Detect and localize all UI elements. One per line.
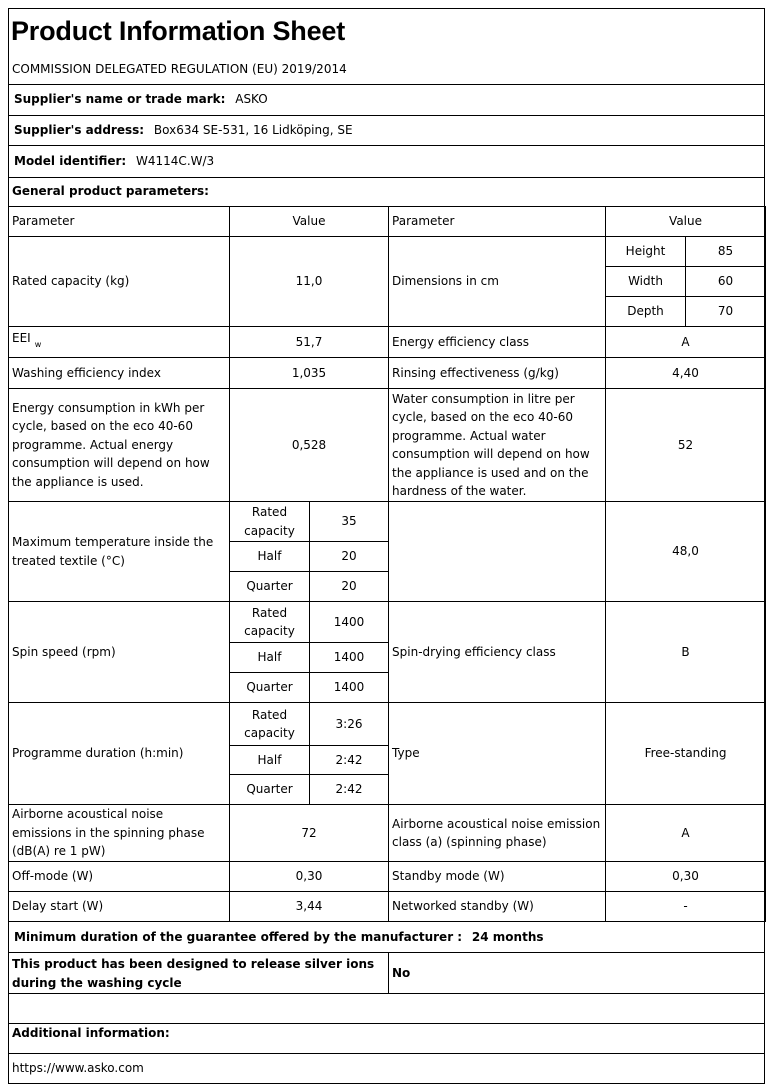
depth-value: 70	[686, 297, 766, 327]
dimensions-label: Dimensions in cm	[389, 237, 606, 327]
temp-quarter-label: Quarter	[230, 572, 310, 602]
column-header-parameter: Parameter	[9, 207, 230, 237]
energy-consumption-value: 0,528	[230, 389, 389, 502]
spin-class-label: Spin-drying efficiency class	[389, 602, 606, 703]
washing-index-value: 1,035	[230, 358, 389, 389]
eei-subscript: w	[34, 340, 42, 350]
moisture-label-cell	[389, 502, 606, 602]
column-header-value: Value	[230, 207, 389, 237]
spin-half-label: Half	[230, 643, 310, 673]
website-link[interactable]: https://www.asko.com	[12, 1061, 144, 1075]
type-value: Free-standing	[606, 703, 766, 805]
moisture-value: 48,0	[606, 502, 766, 602]
rated-capacity-value: 11,0	[230, 237, 389, 327]
noise-label: Airborne acoustical noise emissions in the spinning phase (dB(A) re 1 pW)	[9, 805, 230, 862]
dur-half-label: Half	[230, 746, 310, 775]
eei-value: 51,7	[230, 327, 389, 358]
model-identifier-value: W4114C.W/3	[136, 154, 215, 168]
height-value: 85	[686, 237, 766, 267]
rated-capacity-label: Rated capacity (kg)	[9, 237, 230, 327]
energy-class-label: Energy efficiency class	[389, 327, 606, 358]
standby-value: 0,30	[606, 862, 766, 892]
width-value: 60	[686, 267, 766, 297]
duration-label: Programme duration (h:min)	[9, 703, 230, 805]
networked-standby-label: Networked standby (W)	[389, 892, 606, 922]
dur-rated-capacity-label: Rated capacity	[230, 703, 310, 746]
spin-quarter-label: Quarter	[230, 673, 310, 703]
type-label: Type	[389, 703, 606, 805]
temp-rated-capacity-label: Rated capacity	[230, 502, 310, 542]
model-identifier	[14, 154, 214, 168]
standby-label: Standby mode (W)	[389, 862, 606, 892]
model-identifier-label: Model identifier:	[14, 154, 127, 168]
off-mode-label: Off-mode (W)	[9, 862, 230, 892]
noise-value: 72	[230, 805, 389, 862]
washing-index-label: Washing efficiency index	[9, 358, 230, 389]
energy-class-value: A	[606, 327, 766, 358]
supplier-address	[14, 123, 353, 137]
silver-ions-divider	[388, 952, 389, 994]
spin-rated-capacity-label: Rated capacity	[230, 602, 310, 643]
column-header-parameter-2: Parameter	[389, 207, 606, 237]
delay-start-label: Delay start (W)	[9, 892, 230, 922]
spin-rated-value: 1400	[310, 602, 389, 643]
max-temperature-label: Maximum temperature inside the treated textile (°C)	[9, 502, 230, 602]
regulation-reference: COMMISSION DELEGATED REGULATION (EU) 2019/2014	[12, 62, 347, 76]
networked-standby-value: -	[606, 892, 766, 922]
page-title: Product Information Sheet	[11, 16, 346, 46]
spin-half-value: 1400	[310, 643, 389, 673]
general-parameters-heading: General product parameters:	[12, 184, 209, 198]
temp-quarter-value: 20	[310, 572, 389, 602]
parameters-table	[8, 206, 766, 922]
column-header-value-2: Value	[606, 207, 766, 237]
dur-quarter-label: Quarter	[230, 775, 310, 805]
supplier-name-label: Supplier's name or trade mark:	[14, 92, 226, 106]
water-consumption-value: 52	[606, 389, 766, 502]
spin-quarter-value: 1400	[310, 673, 389, 703]
energy-consumption-label: Energy consumption in kWh per cycle, based on the eco 40-60 programme. Actual energy consumption will depend on how the appliance is used.	[9, 389, 230, 502]
spin-speed-label: Spin speed (rpm)	[9, 602, 230, 703]
dur-quarter-value: 2:42	[310, 775, 389, 805]
depth-label: Depth	[606, 297, 686, 327]
noise-class-value: A	[606, 805, 766, 862]
guarantee	[14, 930, 544, 944]
dur-rated-value: 3:26	[310, 703, 389, 746]
guarantee-value: 24 months	[471, 930, 544, 944]
off-mode-value: 0,30	[230, 862, 389, 892]
supplier-address-value: Box634 SE-531, 16 Lidköping, SE	[153, 123, 353, 137]
dur-half-value: 2:42	[310, 746, 389, 775]
water-consumption-label: Water consumption in litre per cycle, based on the eco 40-60 programme. Actual water consumption will depend on how the appliance is used and on the hardness of the water.	[389, 389, 606, 502]
height-label: Height	[606, 237, 686, 267]
silver-ions-value: No	[392, 966, 411, 980]
supplier-name	[14, 92, 268, 106]
spacer-row	[8, 993, 765, 1024]
delay-start-value: 3,44	[230, 892, 389, 922]
spin-class-value: B	[606, 602, 766, 703]
noise-class-label: Airborne acoustical noise emission class (a) (spinning phase)	[389, 805, 606, 862]
supplier-name-value: ASKO	[235, 92, 268, 106]
silver-ions-label: This product has been designed to release silver ions during the washing cycle	[12, 957, 375, 990]
temp-rated-value: 35	[310, 502, 389, 542]
rinsing-label: Rinsing effectiveness (g/kg)	[389, 358, 606, 389]
eei-label: EEI $_w$	[9, 327, 230, 358]
temp-half-value: 20	[310, 542, 389, 572]
supplier-address-label: Supplier's address:	[14, 123, 145, 137]
product-information-sheet	[8, 8, 765, 1084]
temp-half-label: Half	[230, 542, 310, 572]
additional-information-label: Additional information:	[12, 1026, 170, 1040]
width-label: Width	[606, 267, 686, 297]
guarantee-label: Minimum duration of the guarantee offered by the manufacturer :	[14, 930, 463, 944]
rinsing-value: 4,40	[606, 358, 766, 389]
